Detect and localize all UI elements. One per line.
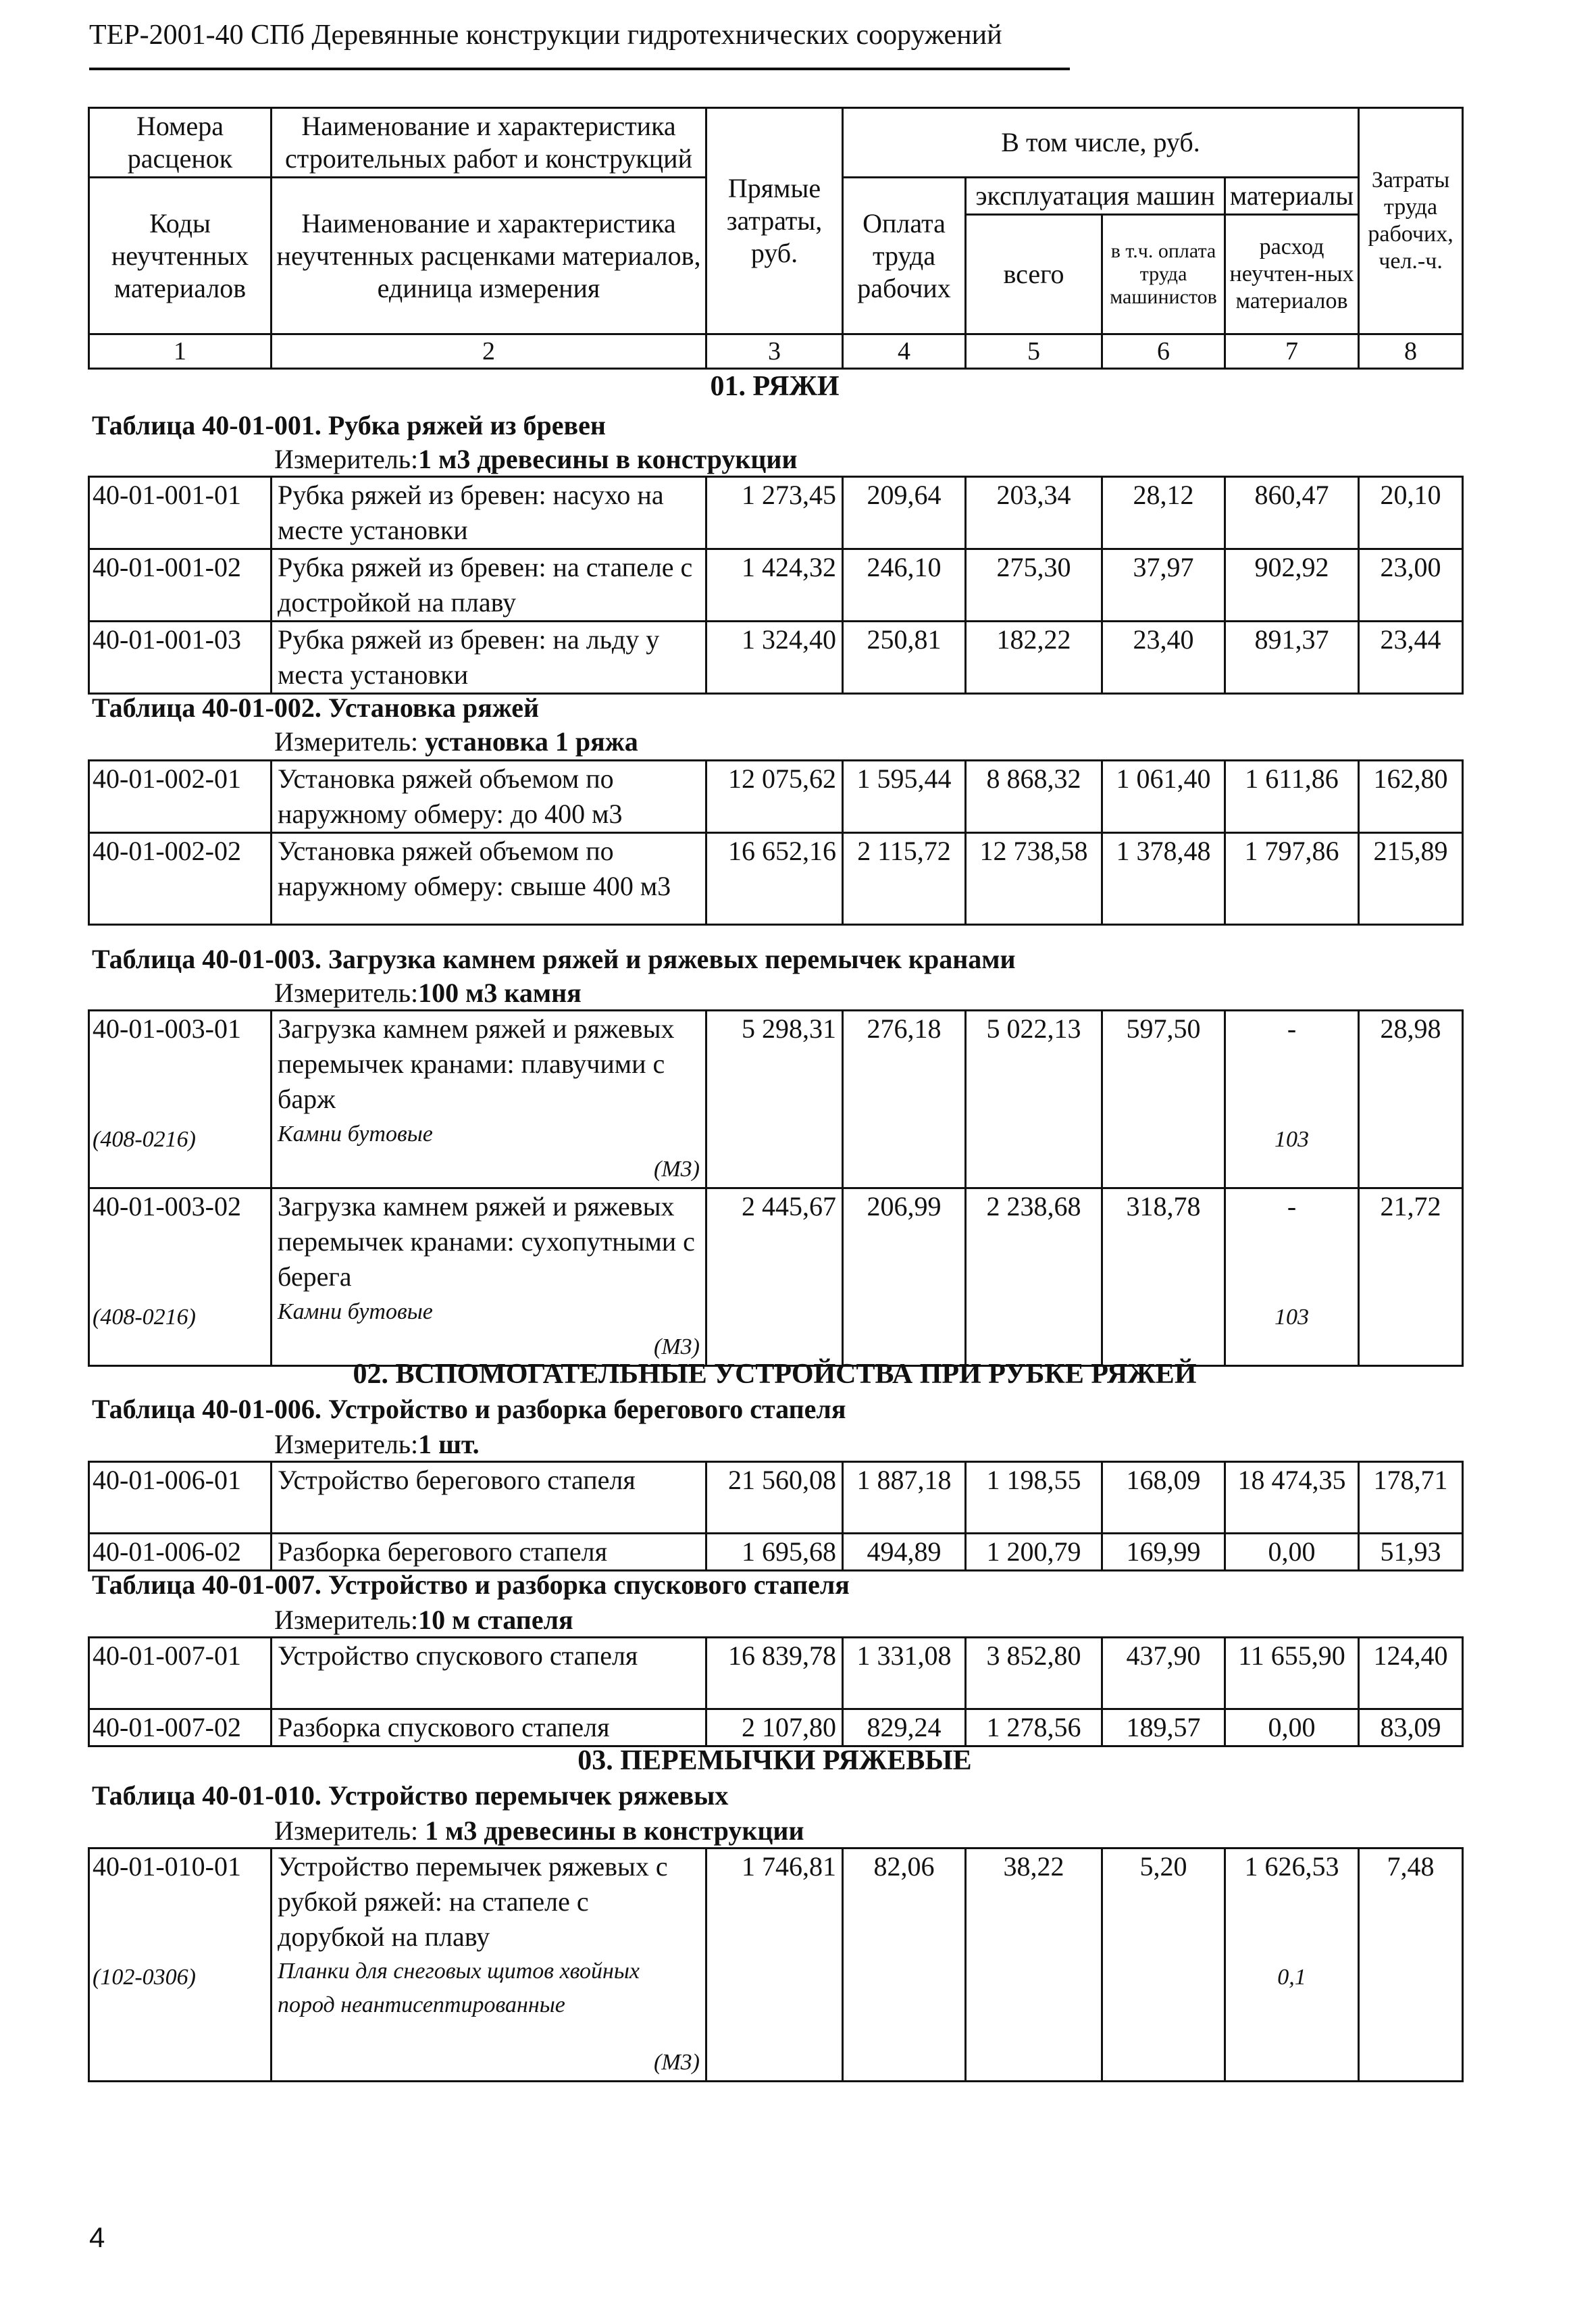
rate-name: Установка ряжей объемом по наружному обмеру: до 400 м3 [272, 761, 706, 833]
rates-table-002 [88, 759, 1464, 926]
rate-name: Устройство берегового стапеля [272, 1462, 706, 1534]
materials: 860,47 [1225, 477, 1359, 549]
labor-pay: 250,81 [843, 622, 966, 694]
measure-label: Измеритель: [274, 444, 419, 474]
direct-costs: 12 075,62 [706, 761, 843, 833]
table-row [89, 1848, 1463, 2082]
rate-name [272, 1188, 706, 1366]
rate-name: Устройство спускового стапеля [272, 1638, 706, 1709]
measure-value: 1 шт. [418, 1429, 480, 1459]
material-name: Камни бутовые [278, 1122, 433, 1147]
col-number: 2 [272, 334, 706, 369]
col-number: 4 [843, 334, 966, 369]
material-code: (102-0306) [93, 1965, 196, 1990]
rates-table-003 [88, 1009, 1464, 1367]
measure-line [274, 977, 582, 1009]
rate-name: Установка ряжей объемом по наружному обмеру: свыше 400 м3 [272, 833, 706, 925]
rate-name: Разборка спускового стапеля [272, 1709, 706, 1746]
measure-line [274, 443, 798, 475]
direct-costs: 16 839,78 [706, 1638, 843, 1709]
col-number: 1 [89, 334, 272, 369]
operator-pay: 28,12 [1102, 477, 1225, 549]
rate-code [89, 1188, 272, 1366]
rate-code: 40-01-006-02 [89, 1534, 272, 1571]
table-row [89, 1011, 1463, 1188]
measure-label: Измеритель: [274, 978, 419, 1008]
direct-costs: 2 107,80 [706, 1709, 843, 1746]
col-header-labor-pay: Оплата труда рабочих [843, 178, 966, 334]
rates-table-007 [88, 1636, 1464, 1747]
rate-name-text: Загрузка камнем ряжей и ряжевых перемычек кранами: сухопутными с берега [278, 1191, 695, 1292]
col-header-material-codes: Коды неучтенных материалов [89, 178, 272, 334]
col-header-direct-costs: Прямые затраты, руб. [706, 108, 843, 334]
labor-hours: 83,09 [1359, 1709, 1463, 1746]
col-header-rate-number: Номера расценок [89, 108, 272, 178]
section-title: 03. ПЕРЕМЫЧКИ РЯЖЕВЫЕ [577, 1745, 972, 1776]
labor-pay: 1 595,44 [843, 761, 966, 833]
measure-line [274, 1815, 804, 1846]
labor-hours: 51,93 [1359, 1534, 1463, 1571]
direct-costs: 1 324,40 [706, 622, 843, 694]
labor-pay: 1 331,08 [843, 1638, 966, 1709]
labor-hours: 7,48 [1359, 1848, 1463, 2082]
operator-pay: 169,99 [1102, 1534, 1225, 1571]
machines-total: 2 238,68 [966, 1188, 1102, 1366]
operator-pay: 597,50 [1102, 1011, 1225, 1188]
rate-code: 40-01-001-02 [89, 549, 272, 622]
section-title: 02. ВСПОМОГАТЕЛЬНЫЕ УСТРОЙСТВА ПРИ РУБКЕ РЯЖЕЙ [353, 1359, 1197, 1390]
column-header-table [88, 107, 1464, 370]
materials [1225, 1011, 1359, 1188]
col-header-labor-hours: Затраты труда рабочих, чел.-ч. [1359, 108, 1463, 334]
operator-pay: 37,97 [1102, 549, 1225, 622]
material-name: Планки для снеговых щитов хвойных пород неантисептированные [278, 1959, 640, 2017]
materials-value: 1 626,53 [1244, 1851, 1339, 1882]
machines-total: 5 022,13 [966, 1011, 1102, 1188]
direct-costs: 5 298,31 [706, 1011, 843, 1188]
material-code: (408-0216) [93, 1127, 196, 1152]
materials: 0,00 [1225, 1709, 1359, 1746]
rate-code-text: 40-01-003-01 [93, 1013, 241, 1044]
machines-total: 1 198,55 [966, 1462, 1102, 1534]
operator-pay: 1 061,40 [1102, 761, 1225, 833]
operator-pay: 23,40 [1102, 622, 1225, 694]
materials: 891,37 [1225, 622, 1359, 694]
rates-table-010 [88, 1847, 1464, 2082]
labor-pay: 246,10 [843, 549, 966, 622]
operator-pay: 189,57 [1102, 1709, 1225, 1746]
material-qty: 103 [1275, 1305, 1309, 1330]
header-rule [89, 68, 1070, 70]
labor-hours: 124,40 [1359, 1638, 1463, 1709]
col-header-operator-pay: в т.ч. оплата труда машинистов [1102, 215, 1225, 334]
rate-code [89, 1848, 272, 2082]
rate-code-text: 40-01-003-02 [93, 1191, 241, 1222]
labor-hours: 21,72 [1359, 1188, 1463, 1366]
material-name: Камни бутовые [278, 1299, 433, 1324]
rates-table-001 [88, 476, 1464, 695]
direct-costs: 1 746,81 [706, 1848, 843, 2082]
rate-code: 40-01-001-03 [89, 622, 272, 694]
materials: 1 797,86 [1225, 833, 1359, 925]
rate-name: Разборка берегового стапеля [272, 1534, 706, 1571]
materials [1225, 1848, 1359, 2082]
table-title: Таблица 40-01-007. Устройство и разборка спускового стапеля [92, 1569, 850, 1600]
direct-costs: 1 695,68 [706, 1534, 843, 1571]
rate-code: 40-01-001-01 [89, 477, 272, 549]
labor-hours: 20,10 [1359, 477, 1463, 549]
measure-value: установка 1 ряжа [425, 726, 638, 757]
rates-table-006 [88, 1461, 1464, 1571]
col-number: 8 [1359, 334, 1463, 369]
rate-name: Рубка ряжей из бревен: на стапеле с достройкой на плаву [272, 549, 706, 622]
measure-value: 10 м стапеля [418, 1605, 573, 1635]
page-header-title: ТЕР-2001-40 СПб Деревянные конструкции гидротехнических сооружений [89, 20, 1002, 51]
rate-name: Рубка ряжей из бревен: насухо на месте установки [272, 477, 706, 549]
measure-label: Измеритель: [274, 1815, 426, 1846]
table-title: Таблица 40-01-001. Рубка ряжей из бревен [92, 410, 606, 441]
machines-total: 8 868,32 [966, 761, 1102, 833]
labor-pay: 276,18 [843, 1011, 966, 1188]
table-row [89, 761, 1463, 833]
material-qty: 0,1 [1277, 1965, 1306, 1990]
measure-line [274, 1604, 573, 1636]
labor-hours: 162,80 [1359, 761, 1463, 833]
labor-hours: 178,71 [1359, 1462, 1463, 1534]
labor-hours: 215,89 [1359, 833, 1463, 925]
materials: 902,92 [1225, 549, 1359, 622]
table-title: Таблица 40-01-002. Установка ряжей [92, 693, 540, 723]
machines-total: 182,22 [966, 622, 1102, 694]
direct-costs: 21 560,08 [706, 1462, 843, 1534]
measure-value: 1 м3 древесины в конструкции [418, 444, 798, 474]
labor-pay: 206,99 [843, 1188, 966, 1366]
materials: 0,00 [1225, 1534, 1359, 1571]
measure-line [274, 726, 638, 757]
measure-value: 1 м3 древесины в конструкции [425, 1815, 804, 1846]
table-title: Таблица 40-01-003. Загрузка камнем ряжей и ряжевых перемычек кранами [92, 944, 1016, 974]
rate-code [89, 1011, 272, 1188]
rate-code: 40-01-002-01 [89, 761, 272, 833]
col-number: 6 [1102, 334, 1225, 369]
machines-total: 3 852,80 [966, 1638, 1102, 1709]
table-row [89, 1188, 1463, 1366]
col-number: 3 [706, 334, 843, 369]
table-row [89, 549, 1463, 622]
rate-name-text: Устройство перемычек ряжевых с рубкой ряжей: на стапеле с дорубкой на плаву [278, 1851, 668, 1952]
col-header-material-name: Наименование и характеристика неучтенных расценками материалов, единица измерения [272, 178, 706, 334]
operator-pay: 1 378,48 [1102, 833, 1225, 925]
col-header-work-name: Наименование и характеристика строительных работ и конструкций [272, 108, 706, 178]
material-unit: (М3) [654, 1334, 700, 1359]
material-unit: (М3) [654, 2050, 700, 2075]
machines-total: 203,34 [966, 477, 1102, 549]
direct-costs: 1 424,32 [706, 549, 843, 622]
table-row [89, 1462, 1463, 1534]
measure-label: Измеритель: [274, 726, 426, 757]
labor-pay: 494,89 [843, 1534, 966, 1571]
material-code: (408-0216) [93, 1305, 196, 1330]
labor-pay: 1 887,18 [843, 1462, 966, 1534]
rate-code: 40-01-007-01 [89, 1638, 272, 1709]
machines-total: 38,22 [966, 1848, 1102, 2082]
rate-code-text: 40-01-010-01 [93, 1851, 241, 1882]
table-row [89, 1638, 1463, 1709]
measure-line [274, 1428, 480, 1460]
operator-pay: 5,20 [1102, 1848, 1225, 2082]
materials-value: - [1287, 1013, 1297, 1044]
machines-total: 1 278,56 [966, 1709, 1102, 1746]
col-number: 5 [966, 334, 1102, 369]
rate-code: 40-01-006-01 [89, 1462, 272, 1534]
col-number: 7 [1225, 334, 1359, 369]
labor-hours: 23,00 [1359, 549, 1463, 622]
table-row [89, 622, 1463, 694]
col-header-material-consumption: расход неучтен-ных материалов [1225, 215, 1359, 334]
rate-code: 40-01-002-02 [89, 833, 272, 925]
labor-hours: 28,98 [1359, 1011, 1463, 1188]
table-row [89, 1709, 1463, 1746]
labor-pay: 209,64 [843, 477, 966, 549]
material-unit: (М3) [654, 1157, 700, 1182]
col-header-materials: материалы [1225, 178, 1359, 215]
measure-label: Измеритель: [274, 1605, 419, 1635]
table-row [89, 1534, 1463, 1571]
rate-name [272, 1848, 706, 2082]
rate-name: Рубка ряжей из бревен: на льду у места установки [272, 622, 706, 694]
rate-code: 40-01-007-02 [89, 1709, 272, 1746]
table-title: Таблица 40-01-006. Устройство и разборка берегового стапеля [92, 1394, 846, 1424]
rate-name-text: Загрузка камнем ряжей и ряжевых перемычек кранами: плавучими с барж [278, 1013, 675, 1114]
table-row [89, 833, 1463, 925]
labor-pay: 2 115,72 [843, 833, 966, 925]
labor-hours: 23,44 [1359, 622, 1463, 694]
labor-pay: 829,24 [843, 1709, 966, 1746]
section-title: 01. РЯЖИ [710, 371, 840, 402]
materials: 1 611,86 [1225, 761, 1359, 833]
measure-value: 100 м3 камня [418, 978, 582, 1008]
machines-total: 12 738,58 [966, 833, 1102, 925]
direct-costs: 1 273,45 [706, 477, 843, 549]
direct-costs: 16 652,16 [706, 833, 843, 925]
machines-total: 1 200,79 [966, 1534, 1102, 1571]
table-title: Таблица 40-01-010. Устройство перемычек ряжевых [92, 1780, 729, 1811]
direct-costs: 2 445,67 [706, 1188, 843, 1366]
operator-pay: 168,09 [1102, 1462, 1225, 1534]
page-number: 4 [89, 2221, 105, 2253]
materials [1225, 1188, 1359, 1366]
materials: 18 474,35 [1225, 1462, 1359, 1534]
table-row [89, 477, 1463, 549]
rate-name [272, 1011, 706, 1188]
materials-value: - [1287, 1191, 1297, 1222]
operator-pay: 437,90 [1102, 1638, 1225, 1709]
materials: 11 655,90 [1225, 1638, 1359, 1709]
col-header-including: В том числе, руб. [843, 108, 1359, 178]
col-header-machines-total: всего [966, 215, 1102, 334]
measure-label: Измеритель: [274, 1429, 419, 1459]
machines-total: 275,30 [966, 549, 1102, 622]
operator-pay: 318,78 [1102, 1188, 1225, 1366]
material-qty: 103 [1275, 1127, 1309, 1152]
labor-pay: 82,06 [843, 1848, 966, 2082]
col-header-machines: эксплуатация машин [966, 178, 1225, 215]
